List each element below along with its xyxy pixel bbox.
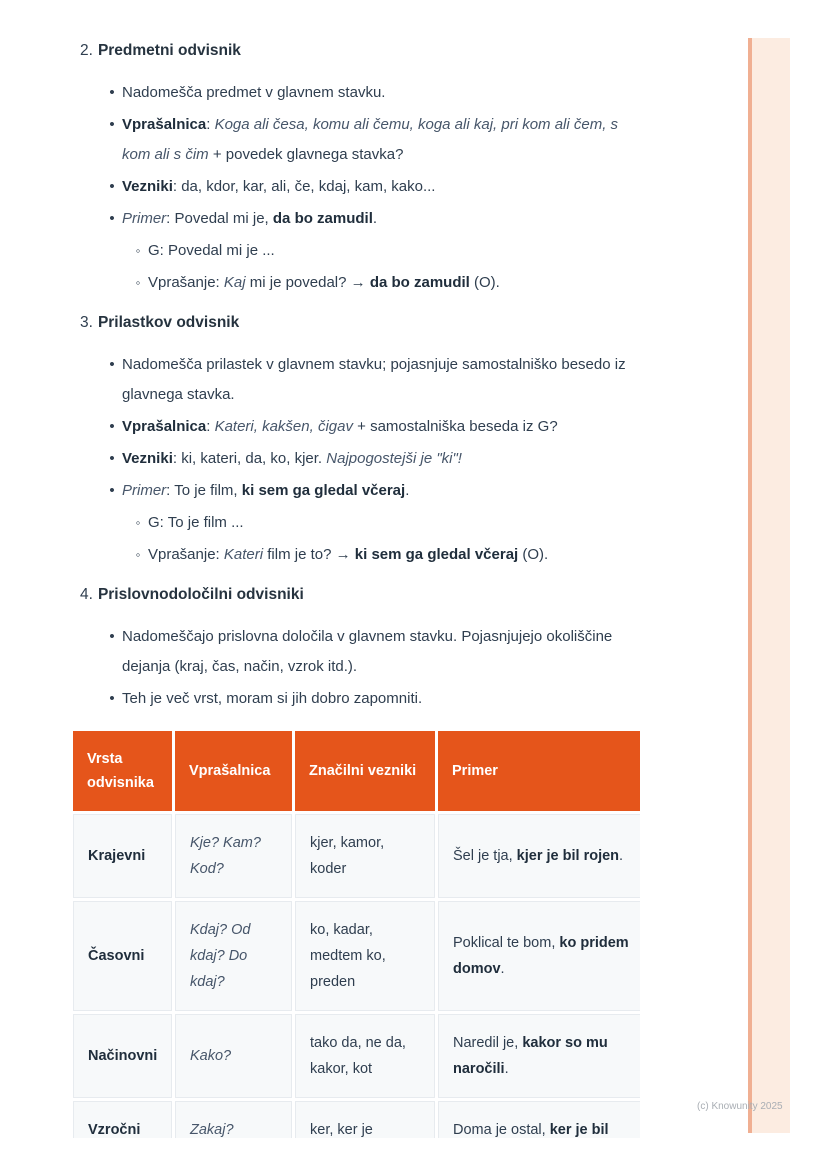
text-segment: + samostalniška beseda iz G? [352,418,558,435]
bullet-dot-icon: • [109,356,115,373]
text-segment: Doma je ostal, [453,1122,550,1138]
text-segment: Najpogostejši je "ki"! [326,450,462,467]
section-heading [80,580,640,610]
table-cell [175,1101,292,1138]
bullet-dot-icon: • [109,628,115,645]
text-segment: Vezniki [122,450,173,467]
text-segment: ker je bil [549,1122,609,1138]
list-item-text [122,78,640,108]
text-segment: Kako? [190,1048,232,1064]
list-item [80,350,640,410]
bullet-dot-icon: • [109,482,115,499]
bullet-circle-icon: ◦ [135,515,141,530]
text-segment: ki sem ga gledal včeraj [241,482,406,499]
list-item [80,508,640,538]
list-item-text [148,540,640,570]
bullet-circle-icon: ◦ [135,547,141,562]
text-segment: tako da, ne da, kakor, kot [310,1035,406,1077]
list-item [80,476,640,506]
text-segment: + povedek glavnega stavka? [208,146,404,163]
text-segment: Primer [122,210,167,227]
text-segment: : [206,116,215,133]
table-clip-region [70,728,640,1138]
table-cell [73,1014,172,1098]
table-cell [73,814,172,898]
text-segment: da bo zamudil [369,274,470,291]
section-heading [80,36,640,66]
bullet-dot-icon: • [109,210,115,227]
list-item [80,444,640,474]
table-cell [438,901,640,1011]
table-header-row [73,731,640,811]
text-segment: Nadomešča prilastek v glavnem stavku; pojasnjuje samostalniško besedo iz glavnega stavka. [122,356,626,403]
text-segment: : [206,418,215,435]
bullet-dot-icon: • [109,178,115,195]
text-segment: Nadomešča predmet v glavnem stavku. [122,84,386,101]
text-segment: Vprašanje: [148,274,224,291]
text-segment: . [619,848,624,864]
text-segment: : Povedal mi je, [166,210,273,227]
section-2 [80,36,640,298]
list-item [80,110,640,170]
bullet-dot-icon: • [109,84,115,101]
list-item [80,204,640,234]
bullet-circle-icon: ◦ [135,243,141,258]
list-item-text [122,412,640,442]
table-header-cell: Primer [438,731,640,811]
text-segment: Poklical te bom, [453,935,560,951]
section-title: Prilastkov odvisnik [97,314,240,331]
table-cell [175,1014,292,1098]
text-segment: Naredil je, [453,1035,523,1051]
text-segment: Vprašalnica [122,116,207,133]
text-segment: kjer je bil rojen [516,848,620,864]
text-segment: Časovni [88,948,145,964]
table-row [73,814,640,898]
section-number: 2. [80,42,93,59]
section-4 [80,580,640,714]
bullet-dot-icon: • [109,418,115,435]
text-segment: Kaj [223,274,246,291]
text-segment: Nadomeščajo prislovna določila v glavnem stavku. Pojasnjujejo okoliščine dejanja (kraj, čas, način, vzrok itd.). [122,628,613,675]
bullet-dot-icon: • [109,450,115,467]
list-item-text [148,508,640,538]
table-cell [295,901,435,1011]
list-item-text [122,476,640,506]
bullet-dot-icon: • [109,116,115,133]
section-title: Predmetni odvisnik [97,42,241,59]
text-segment: Šel je tja, [453,848,517,864]
text-segment: : ki, kateri, da, ko, kjer. [172,450,327,467]
document-content [80,36,640,1138]
text-segment: . [504,1061,509,1077]
text-segment: ko, kadar, medtem ko, preden [310,922,386,990]
table-header-cell: Vprašalnica [175,731,292,811]
bullet-circle-icon: ◦ [135,275,141,290]
list-item [80,78,640,108]
list-item-text [148,268,640,298]
text-segment: Kje? Kam? Kod? [190,835,261,877]
table-cell [295,814,435,898]
section-number: 3. [80,314,93,331]
text-segment: Načinovni [88,1048,158,1064]
text-segment: . [372,210,378,227]
list-item [80,172,640,202]
table-header-cell: Značilni vezniki [295,731,435,811]
text-segment: Primer [122,482,167,499]
text-segment: ko pridem domov [453,935,629,977]
section-heading [80,308,640,338]
list-item-text [122,684,640,714]
text-segment: film je to? → [263,546,355,563]
text-segment: Koga ali česa, komu ali čemu, koga ali kaj, pri kom ali čem, s kom ali s čim [122,116,619,163]
text-segment: Kateri, kakšen, čigav [214,418,353,435]
text-segment: G: Povedal mi je ... [148,242,275,259]
text-segment: G: To je film ... [148,514,244,531]
text-segment: Teh je več vrst, moram si jih dobro zapomniti. [122,690,423,707]
text-segment: Vzročni [88,1122,141,1138]
table-header [73,731,640,811]
adverbial-clauses-table [70,728,640,1138]
text-segment: kakor so mu naročili [453,1035,608,1077]
text-segment: Kateri [223,546,264,563]
text-segment: Kdaj? Od kdaj? Do kdaj? [190,922,251,990]
page-edge-stripe [748,38,790,1133]
list-item [80,622,640,682]
table-row [73,901,640,1011]
text-segment: (O). [469,274,500,291]
text-segment: (O). [518,546,549,563]
text-segment: : To je film, [166,482,242,499]
table-cell [175,901,292,1011]
list-item [80,684,640,714]
list-item [80,540,640,570]
text-segment: mi je povedal? → [245,274,370,291]
table-row [73,1014,640,1098]
text-segment: Vezniki [122,178,173,195]
table-header-cell: Vrsta odvisnika [73,731,172,811]
table-row [73,1101,640,1138]
stripe-fill [752,38,790,1133]
list-item-text [122,204,640,234]
list-item [80,412,640,442]
section-3 [80,308,640,570]
list-item-text [122,622,640,682]
copyright-watermark: (c) Knowunity 2025 [697,1101,783,1112]
text-segment: Vprašalnica [122,418,207,435]
text-segment: Zakaj? [190,1122,234,1138]
table-cell [73,901,172,1011]
text-segment: Vprašanje: [148,546,224,563]
list-item-text [122,172,640,202]
table-cell [295,1014,435,1098]
table-cell [175,814,292,898]
list-item-text [122,350,640,410]
list-item-text [148,236,640,266]
table-body [73,814,640,1138]
section-number: 4. [80,586,93,603]
table-cell [438,1101,640,1138]
list-item-text [122,110,640,170]
text-segment: kjer, kamor, koder [310,835,385,877]
text-segment: . [405,482,410,499]
table-cell [295,1101,435,1138]
text-segment: : da, kdor, kar, ali, če, kdaj, kam, kako... [172,178,436,195]
text-segment: . [500,961,505,977]
text-segment: da bo zamudil [272,210,373,227]
list-item [80,236,640,266]
text-segment: ker, ker je [310,1122,373,1138]
document-sections [80,36,640,714]
bullet-dot-icon: • [109,690,115,707]
table-cell [438,814,640,898]
table-cell [73,1101,172,1138]
section-title: Prislovnodoločilni odvisniki [97,586,304,603]
text-segment: Krajevni [88,848,146,864]
text-segment: ki sem ga gledal včeraj [354,546,519,563]
table-cell [438,1014,640,1098]
list-item [80,268,640,298]
list-item-text [122,444,640,474]
